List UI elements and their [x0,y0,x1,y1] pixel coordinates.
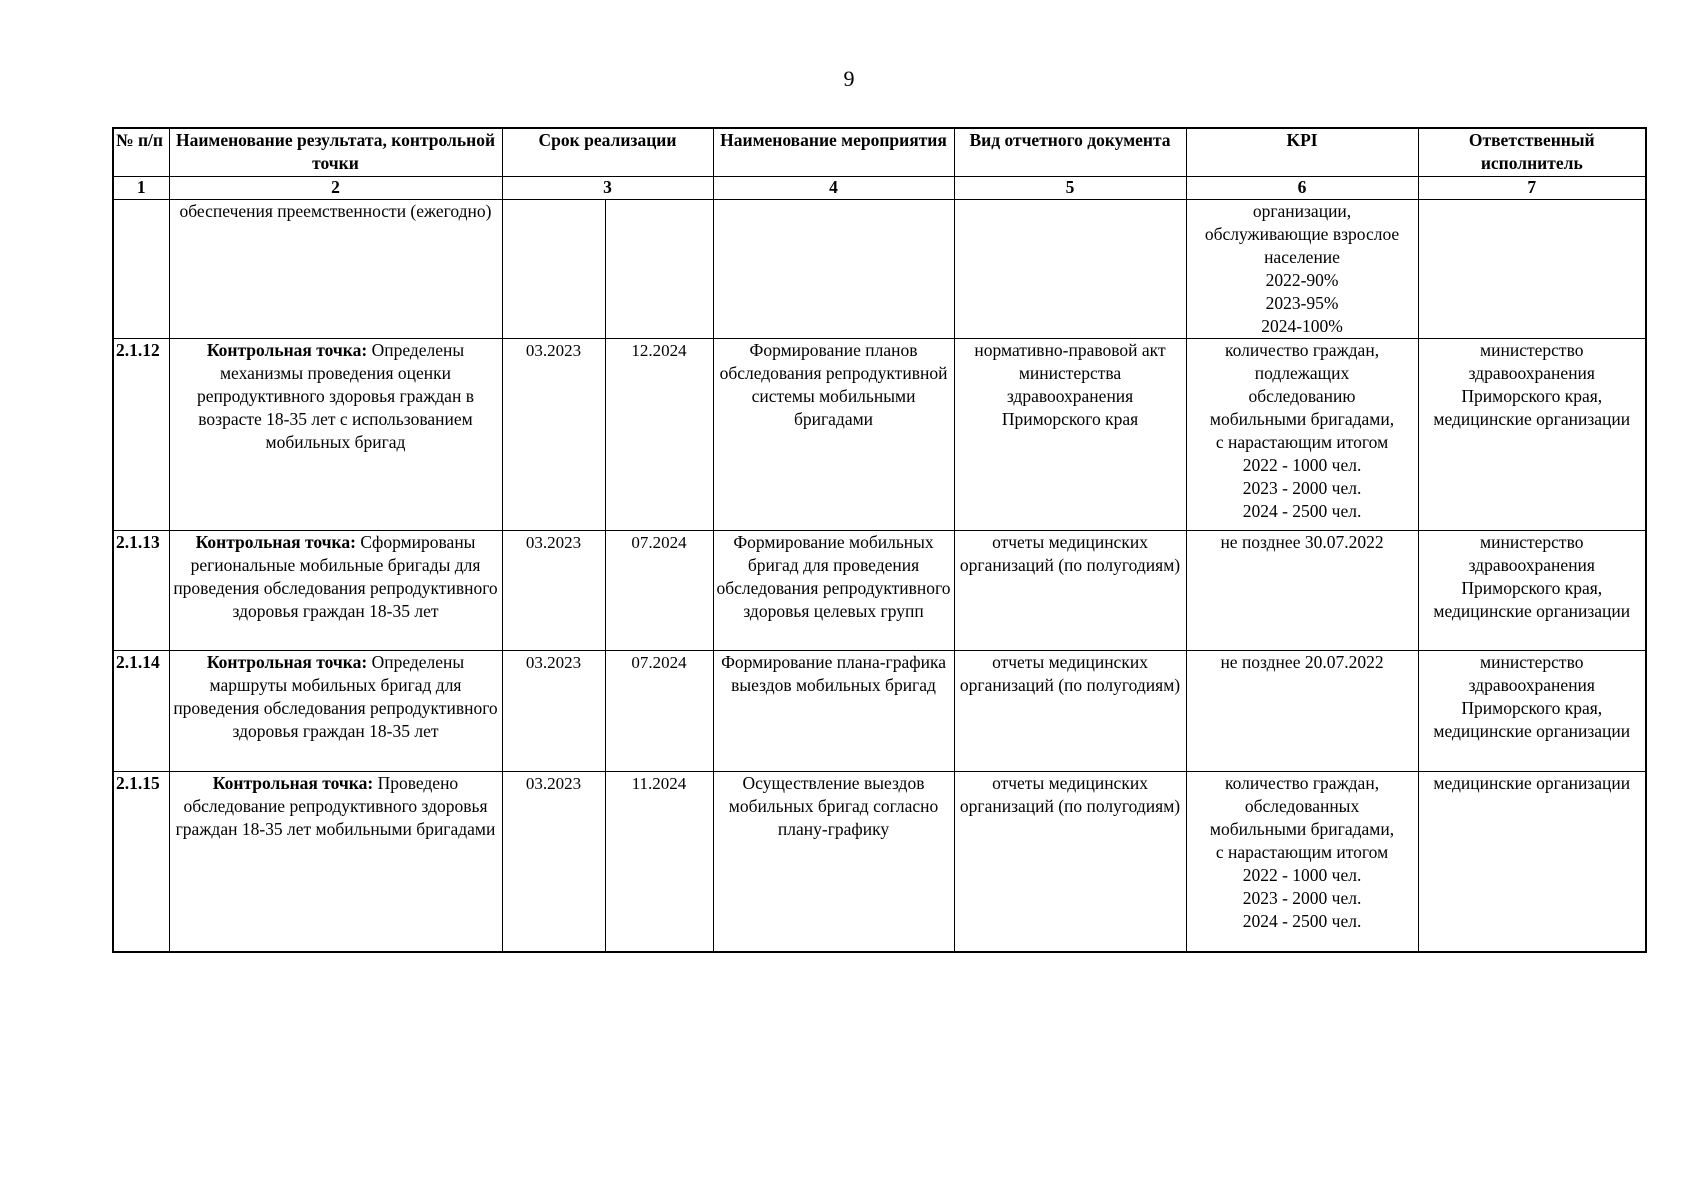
cell-responsible: медицинские организации [1418,771,1646,952]
control-point-text: Определены маршруты мобильных бригад для проведения обследования репродуктивного здоровья граждан 18-35 лет [173,651,498,741]
cell-event [713,199,954,338]
cell-result-name [169,650,502,771]
cell-report-type: отчеты медицинских организаций (по полугодиям) [954,530,1186,650]
kpi-line: 2023 - 2000 чел. [1242,477,1362,498]
kpi-line: подлежащих [1254,362,1350,383]
kpi-line: обследованных [1244,795,1360,816]
cell-kpi [1186,771,1418,952]
cell-event: Формирование мобильных бригад для проведения обследования репродуктивного здоровья целевых групп [713,530,954,650]
kpi-line: не позднее 20.07.2022 [1220,651,1384,672]
plan-table [112,127,1647,953]
kpi-line: 2024-100% [1261,315,1343,336]
header-number: № п/п [113,128,169,176]
cell-start-date: 03.2023 [502,771,605,952]
column-number: 6 [1186,176,1418,199]
cell-result-name [169,338,502,530]
column-number: 1 [113,176,169,199]
kpi-line: 2022-90% [1265,269,1339,290]
table-row-continuation [113,199,1646,338]
table-row [113,338,1646,530]
cell-end-date: 12.2024 [605,338,713,530]
cell-report-type: нормативно-правовой акт министерства здравоохранения Приморского края [954,338,1186,530]
cell-end-date: 07.2024 [605,530,713,650]
cell-end-date: 11.2024 [605,771,713,952]
header-kpi: KPI [1186,128,1418,176]
cell-responsible: министерство здравоохранения Приморского края, медицинские организации [1418,530,1646,650]
cell-kpi [1186,338,1418,530]
table-row [113,650,1646,771]
control-point-text: Определены механизмы проведения оценки репродуктивного здоровья граждан в возрасте 18-35 лет с использованием мобильных бригад [197,339,474,452]
header-row [113,128,1646,176]
kpi-line: мобильными бригадами, [1209,408,1395,429]
column-number: 7 [1418,176,1646,199]
cell-responsible: министерство здравоохранения Приморского края, медицинские организации [1418,650,1646,771]
cell-number: 2.1.14 [113,650,169,771]
column-number-row [113,176,1646,199]
page-number: 9 [843,66,855,91]
kpi-line: обследованию [1248,385,1356,406]
column-number: 2 [169,176,502,199]
kpi-line: обслуживающие взрослое [1204,223,1400,244]
kpi-line: 2023-95% [1265,292,1339,313]
control-point-label: Контрольная точка: [212,772,374,793]
kpi-line: количество граждан, [1224,772,1380,793]
cell-result-name [169,771,502,952]
cell-event: Формирование плана-графика выездов мобильных бригад [713,650,954,771]
cell-responsible [1418,199,1646,338]
header-event-name: Наименование мероприятия [713,128,954,176]
cell-kpi [1186,199,1418,338]
kpi-line: с нарастающим итогом [1215,841,1389,862]
control-point-label: Контрольная точка: [195,531,356,552]
cell-number: 2.1.12 [113,338,169,530]
cell-report-type: отчеты медицинских организаций (по полугодиям) [954,771,1186,952]
header-report-type: Вид отчетного документа [954,128,1186,176]
cell-end-date: 07.2024 [605,650,713,771]
header-result-name: Наименование результата, контрольной точки [169,128,502,176]
column-number: 3 [502,176,713,199]
cell-result-name: обеспечения преемственности (ежегодно) [169,199,502,338]
cell-event: Осуществление выездов мобильных бригад согласно плану-графику [713,771,954,952]
kpi-line: не позднее 30.07.2022 [1220,531,1384,552]
cell-number: 2.1.15 [113,771,169,952]
cell-report-type [954,199,1186,338]
kpi-line: организации, [1252,200,1352,221]
kpi-line: 2024 - 2500 чел. [1242,910,1362,931]
cell-responsible: министерство здравоохранения Приморского края, медицинские организации [1418,338,1646,530]
control-point-text: Сформированы региональные мобильные бригады для проведения обследования репродуктивного здоровья граждан 18-35 лет [173,531,498,621]
column-number: 4 [713,176,954,199]
cell-kpi [1186,530,1418,650]
cell-report-type: отчеты медицинских организаций (по полугодиям) [954,650,1186,771]
control-point-label: Контрольная точка: [206,339,368,360]
kpi-line: мобильными бригадами, [1209,818,1395,839]
table-row [113,771,1646,952]
header-responsible: Ответственный исполнитель [1418,128,1646,176]
kpi-line: количество граждан, [1224,339,1380,360]
kpi-line: 2024 - 2500 чел. [1242,500,1362,521]
column-number: 5 [954,176,1186,199]
cell-number [113,199,169,338]
cell-start-date: 03.2023 [502,530,605,650]
kpi-line: с нарастающим итогом [1215,431,1389,452]
control-point-text: Проведено обследование репродуктивного здоровья граждан 18-35 лет мобильными бригадами [175,772,496,839]
cell-end-date [605,199,713,338]
cell-kpi [1186,650,1418,771]
table-row [113,530,1646,650]
cell-number: 2.1.13 [113,530,169,650]
control-point-label: Контрольная точка: [206,651,368,672]
cell-start-date: 03.2023 [502,650,605,771]
kpi-line: 2022 - 1000 чел. [1242,454,1362,475]
cell-event: Формирование планов обследования репродуктивной системы мобильными бригадами [713,338,954,530]
header-deadline: Срок реализации [502,128,713,176]
cell-result-name [169,530,502,650]
kpi-line: 2023 - 2000 чел. [1242,887,1362,908]
kpi-line: население [1264,246,1340,267]
cell-start-date [502,199,605,338]
kpi-line: 2022 - 1000 чел. [1242,864,1362,885]
cell-start-date: 03.2023 [502,338,605,530]
